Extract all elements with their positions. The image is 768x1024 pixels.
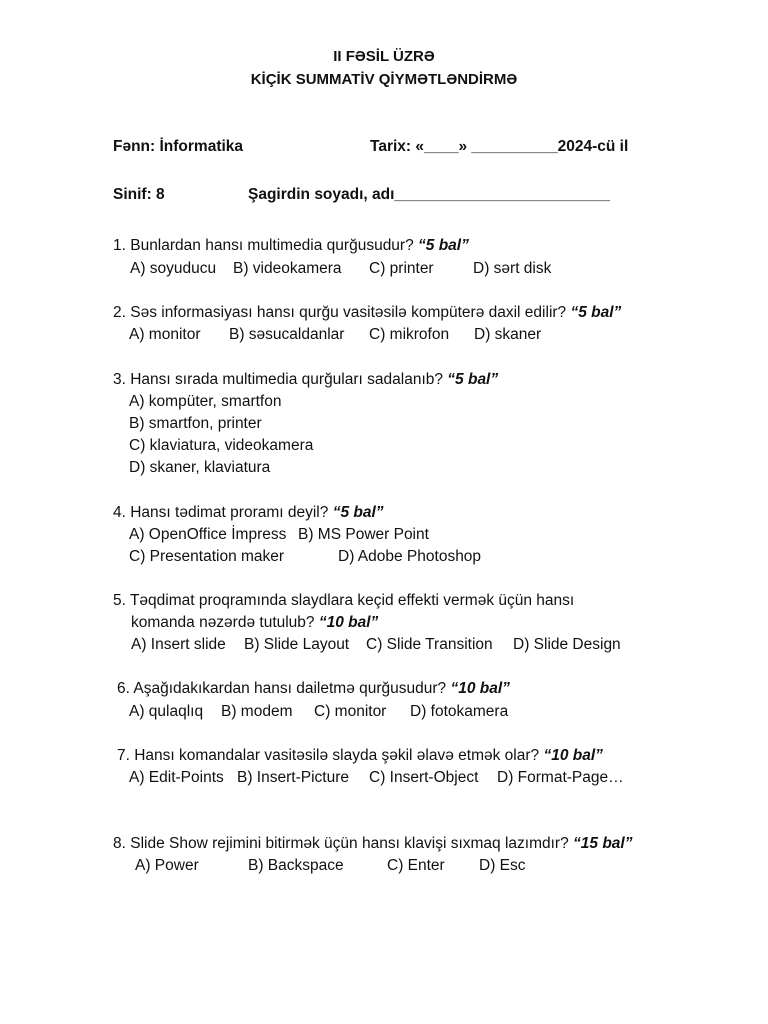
option-6c: C) monitor [314, 703, 387, 720]
option-5d: D) Slide Design [513, 636, 621, 653]
question-2 [113, 303, 621, 323]
option-1d: D) sərt disk [473, 260, 552, 277]
question-1 [113, 236, 469, 256]
option-6b: B) modem [221, 703, 293, 720]
option-1c: C) printer [369, 260, 434, 277]
question-text: 6. Aşağıdakıkardan hansı dailetmə qurğusudur? [117, 680, 451, 697]
question-6 [117, 679, 510, 699]
option-2d: D) skaner [474, 326, 542, 343]
option-4c: C) Presentation maker [129, 548, 285, 565]
question-5: 5. Təqdimat proqramında slaydlara keçid effekti vermək üçün hansı [113, 592, 575, 609]
question-points: “15 bal” [573, 835, 633, 852]
question-points: “10 bal” [318, 614, 379, 631]
option-8b: B) Backspace [248, 857, 344, 874]
option-4b: B) MS Power Point [298, 526, 429, 543]
grade-field: Sinif: 8 [113, 186, 165, 203]
date-field: Tarix: «____» __________2024-cü il [370, 138, 629, 155]
option-6d: D) fotokamera [410, 703, 509, 720]
option-7d: D) Format-Page… [497, 769, 624, 786]
question-7 [117, 746, 603, 766]
option-8a: A) Power [135, 857, 199, 874]
question-text: 7. Hansı komandalar vasitəsilə slayda şəkil əlavə etmək olar? [117, 747, 544, 764]
question-text: 8. Slide Show rejimini bitirmək üçün hansı klavişi sıxmaq lazımdır? [113, 835, 574, 852]
question-points: “5 bal” [570, 304, 622, 321]
title-line-2: KİÇİK SUMMATİV QİYMƏTLƏNDİRMƏ [250, 71, 518, 88]
title-line-1: II FƏSİL ÜZRƏ [333, 48, 435, 65]
option-1a: A) soyuducu [130, 260, 217, 277]
option-3a: A) kompüter, smartfon [129, 393, 282, 410]
question-points: “5 bal” [447, 371, 499, 388]
subject-field: Fənn: İnformatika [113, 138, 244, 155]
option-2c: C) mikrofon [369, 326, 450, 343]
option-3b: B) smartfon, printer [129, 415, 262, 432]
option-2b: B) səsucaldanlar [229, 326, 345, 343]
option-2a: A) monitor [129, 326, 201, 343]
question-points: “10 bal” [543, 747, 603, 764]
option-3c: C) klaviatura, videokamera [129, 437, 314, 454]
question-text: 2. Səs informasiyası hansı qurğu vasitəsilə kompüterə daxil edilir? [113, 304, 571, 321]
option-4a: A) OpenOffice İmpress [129, 526, 287, 543]
question-text: 3. Hansı sırada multimedia qurğuları sadalanıb? [113, 371, 448, 388]
option-1b: B) videokamera [233, 260, 342, 277]
question-points: “5 bal” [418, 237, 469, 254]
option-8c: C) Enter [387, 857, 445, 874]
question-text: komanda nəzərdə tutulub? [131, 614, 319, 631]
question-text: 1. Bunlardan hansı multimedia qurğusudur? [113, 237, 419, 254]
option-7a: A) Edit-Points [129, 769, 224, 786]
question-4 [113, 503, 384, 523]
option-5b: B) Slide Layout [244, 636, 350, 653]
question-5-continued [131, 613, 378, 633]
option-6a: A) qulaqlıq [129, 703, 204, 720]
question-points: “10 bal” [450, 680, 510, 697]
option-7c: C) Insert-Object [369, 769, 479, 786]
question-points: “5 bal” [332, 504, 384, 521]
option-8d: D) Esc [479, 857, 526, 874]
question-8 [113, 834, 632, 854]
option-3d: D) skaner, klaviatura [129, 459, 271, 476]
question-text: 4. Hansı tədimat proramı deyil? [113, 504, 333, 521]
student-name-field: Şagirdin soyadı, adı_________________________ [248, 186, 610, 203]
option-4d: D) Adobe Photoshop [338, 548, 482, 565]
option-7b: B) Insert-Picture [237, 769, 349, 786]
option-5a: A) Insert slide [131, 636, 226, 653]
question-3 [113, 370, 498, 390]
option-5c: C) Slide Transition [366, 636, 493, 653]
